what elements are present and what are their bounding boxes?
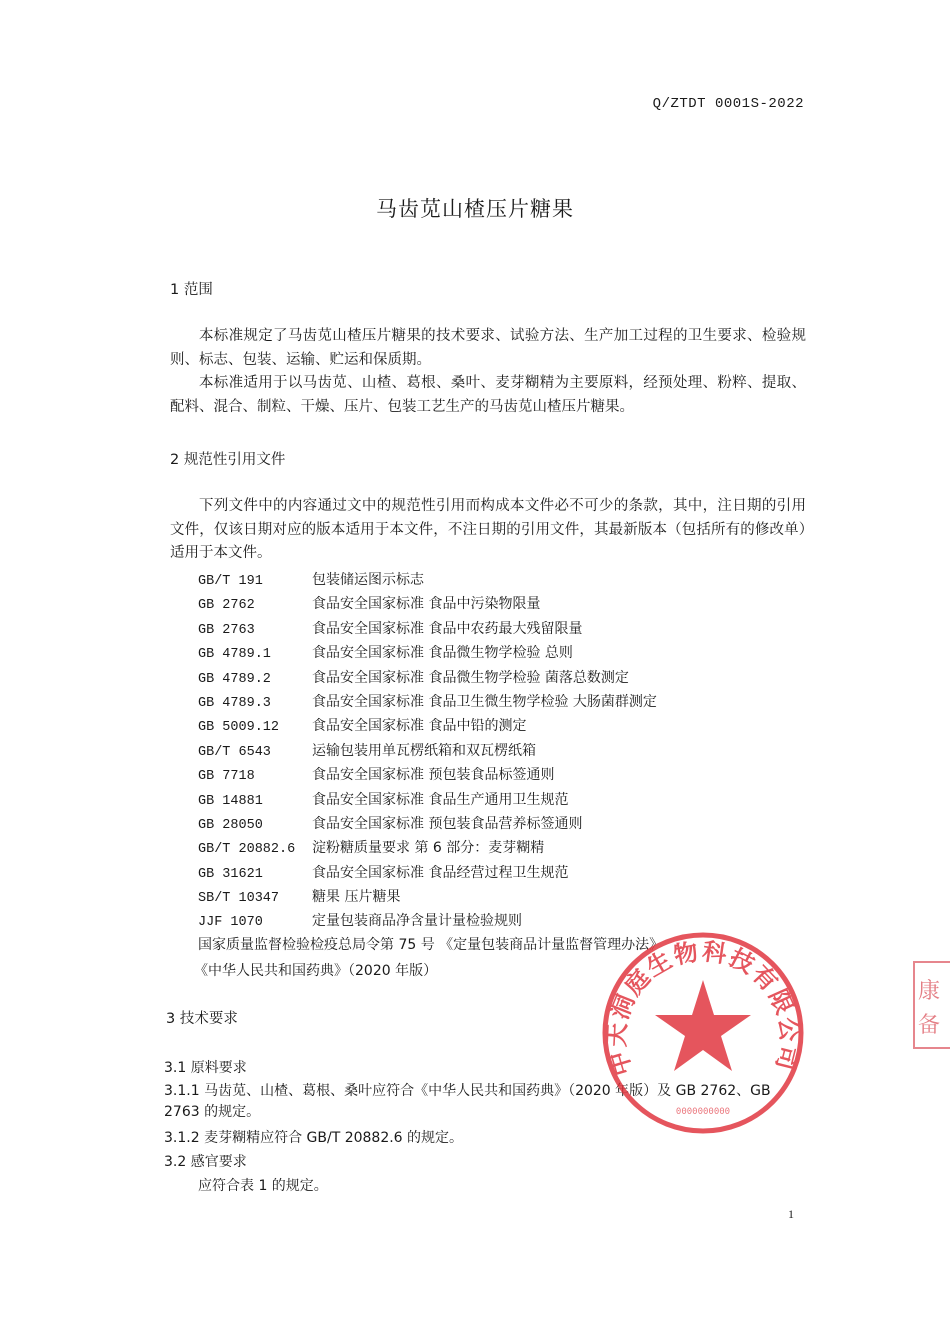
reference-title: 食品安全国家标准 食品中铅的测定 — [312, 718, 527, 735]
reference-title: 食品安全国家标准 食品中农药最大残留限量 — [312, 620, 583, 637]
reference-list — [198, 568, 657, 934]
svg-text:备: 备 — [918, 1013, 941, 1038]
reference-code: GB 31621 — [198, 866, 263, 882]
subsection-3-2: 3.2 感官要求 — [164, 1154, 247, 1170]
clause-3-1-2: 3.1.2 麦芽糊精应符合 GB/T 20882.6 的规定。 — [164, 1130, 464, 1146]
reference-code: GB/T 6543 — [198, 744, 271, 760]
reference-title: 包装储运图示标志 — [312, 572, 424, 588]
reference-title: 食品安全国家标准 食品生产通用卫生规范 — [312, 791, 569, 808]
reference-code: GB 2763 — [198, 622, 255, 638]
edge-stamp — [912, 960, 950, 1050]
seal-text: 中天洞庭生物科技有限公司 — [602, 937, 804, 1079]
scope-paragraph-1: 本标准规定了马齿苋山楂压片糖果的技术要求、试验方法、生产加工过程的卫生要求、检验规则、标志、包装、运输、贮运和保质期。 — [170, 328, 806, 368]
reference-code: GB 4789.2 — [198, 671, 271, 687]
reference-code: SB/T 10347 — [198, 891, 280, 907]
reference-row — [198, 909, 657, 933]
page-number: 1 — [788, 1207, 794, 1221]
reference-title: 淀粉糖质量要求 第 6 部分：麦芽糊精 — [312, 840, 545, 857]
reference-code: GB 14881 — [198, 793, 263, 809]
reference-row — [198, 788, 657, 812]
reference-code: GB 28050 — [198, 817, 263, 833]
reference-title: 食品安全国家标准 食品中污染物限量 — [312, 596, 541, 613]
reference-title: 食品安全国家标准 食品卫生微生物学检验 大肠菌群测定 — [312, 693, 657, 710]
scope-paragraph-2: 本标准适用于以马齿苋、山楂、葛根、桑叶、麦芽糊精为主要原料，经预处理、粉粹、提取、配料、混合、制粒、干燥、压片、包装工艺生产的马齿苋山楂压片糖果。 — [170, 375, 806, 415]
reference-row — [198, 739, 657, 763]
reference-code: GB/T 191 — [198, 574, 263, 589]
clause-3-1-1: 3.1.1 马齿苋、山楂、葛根、桑叶应符合《中华人民共和国药典》（2020 年版）及 GB 2762、GB 2763 的规定。 — [164, 1083, 771, 1120]
reference-title: 食品安全国家标准 食品微生物学检验 菌落总数测定 — [312, 669, 629, 686]
reference-row — [198, 885, 657, 909]
reference-row — [198, 568, 657, 592]
reference-row — [198, 714, 657, 738]
section-1-heading: 1 范围 — [170, 282, 213, 298]
reference-title: 糖果 压片糖果 — [312, 889, 401, 906]
reference-code: JJF 1070 — [198, 915, 263, 931]
sensory-requirement-text: 应符合表 1 的规定。 — [198, 1178, 328, 1194]
reference-row — [198, 617, 657, 641]
reference-title: 食品安全国家标准 食品微生物学检验 总则 — [312, 645, 573, 662]
section-2-heading: 2 规范性引用文件 — [170, 452, 286, 468]
reference-row — [198, 812, 657, 836]
reference-row — [198, 666, 657, 690]
reference-code: GB 5009.12 — [198, 720, 280, 736]
subsection-3-1: 3.1 原料要求 — [164, 1060, 247, 1076]
reference-extra-1: 国家质量监督检验检疫总局令第 75 号 《定量包装商品计量监督管理办法》 — [198, 937, 664, 953]
section-3-heading: 3 技术要求 — [166, 1011, 238, 1027]
reference-title: 食品安全国家标准 预包装食品标签通则 — [312, 767, 555, 784]
document-title: 马齿苋山楂压片糖果 — [376, 197, 574, 221]
reference-title: 食品安全国家标准 食品经营过程卫生规范 — [312, 864, 569, 881]
reference-code: GB 4789.1 — [198, 647, 271, 663]
reference-row — [198, 836, 657, 860]
normative-intro: 下列文件中的内容通过文中的规范性引用而构成本文件必不可少的条款，其中，注日期的引用文件，仅该日期对应的版本适用于本文件，不注日期的引用文件，其最新版本（包括所有的修改单）适用于本文件。 — [170, 498, 806, 561]
section-1-body — [170, 325, 806, 419]
reference-code: GB 2762 — [198, 598, 255, 614]
section-2-intro — [170, 495, 806, 566]
company-seal — [598, 928, 808, 1138]
reference-code: GB 7718 — [198, 769, 255, 785]
standard-code: Q/ZTDT 0001S-2022 — [652, 96, 804, 112]
reference-extra-2: 《中华人民共和国药典》（2020 年版） — [194, 963, 438, 979]
reference-title: 运输包装用单瓦楞纸箱和双瓦楞纸箱 — [312, 742, 536, 759]
reference-row — [198, 861, 657, 885]
reference-title: 食品安全国家标准 预包装食品营养标签通则 — [312, 815, 583, 832]
reference-row — [198, 592, 657, 616]
seal-serial: 0000000000 — [675, 1107, 731, 1117]
seal-star-icon — [655, 980, 751, 1071]
reference-row — [198, 641, 657, 665]
reference-row — [198, 690, 657, 714]
reference-code: GB/T 20882.6 — [198, 842, 296, 858]
reference-title: 定量包装商品净含量计量检验规则 — [312, 913, 522, 930]
svg-text:康: 康 — [918, 979, 941, 1004]
reference-row — [198, 763, 657, 787]
reference-code: GB 4789.3 — [198, 695, 271, 711]
